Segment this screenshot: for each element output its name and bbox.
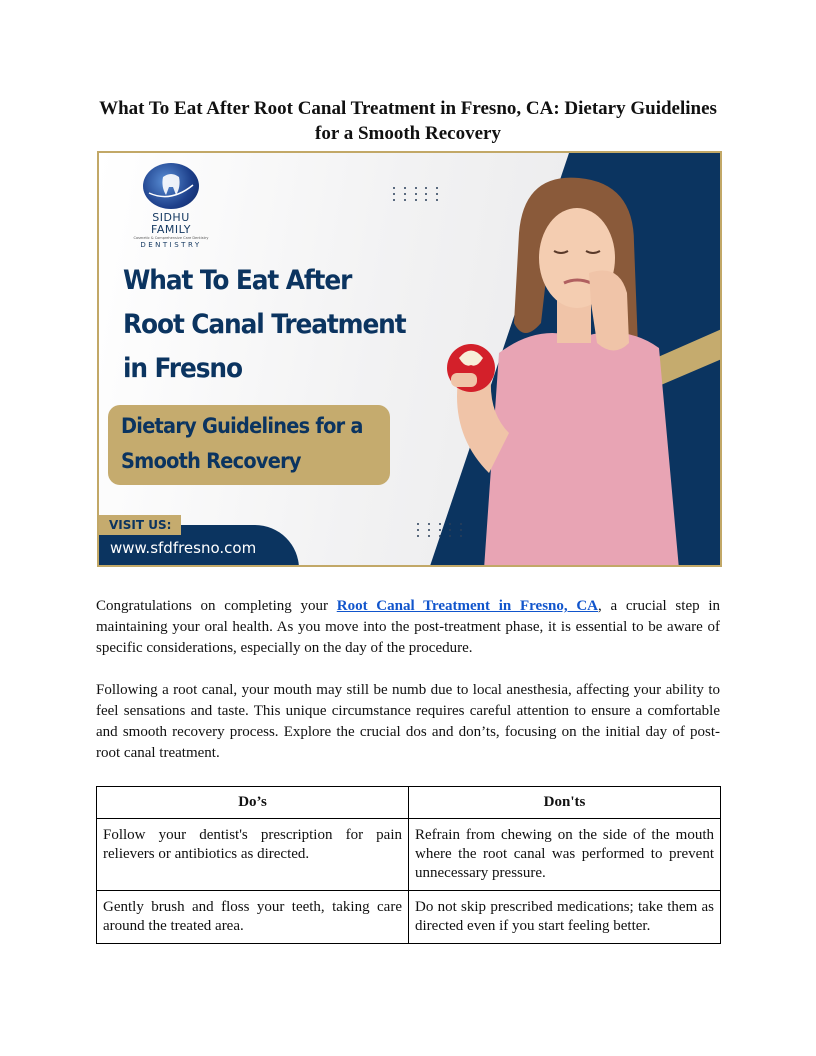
- table-header-row: [97, 787, 721, 819]
- dos-header: Do’s: [97, 787, 409, 819]
- website-url: www.sfdfresno.com: [110, 539, 257, 557]
- table-cell-dont: Refrain from chewing on the side of the mouth where the root canal was performed to prevent unnecessary pressure.: [409, 819, 721, 891]
- banner-headline: [123, 259, 417, 391]
- logo-subtitle: DENTISTRY: [140, 241, 202, 249]
- tooth-logo-icon: [143, 163, 199, 209]
- table-cell-do: Follow your dentist's prescription for pain relievers or antibiotics as directed.: [97, 819, 409, 891]
- table-cell-do: Gently brush and floss your teeth, taking care around the treated area.: [97, 891, 409, 944]
- intro-text-before-link: Congratulations on completing your: [96, 598, 337, 614]
- featured-banner-image: [97, 151, 722, 567]
- table-row: [97, 891, 721, 944]
- donts-header: Don'ts: [409, 787, 721, 819]
- headline-line: What To Eat After: [123, 265, 352, 296]
- intro-text-after-link: , a crucial step in maintaining your oral health. As you move into the post-treatment phase, it is essential to be aware of specific considerations, especially on the day of the procedure.: [96, 598, 720, 656]
- logo-tagline: Cosmetic & Comprehensive Care Dentistry: [133, 236, 209, 240]
- table-row: [97, 819, 721, 891]
- woman-with-apple-illustration: [429, 173, 689, 567]
- visit-label: VISIT US:: [99, 515, 181, 535]
- subheadline-line: Dietary Guidelines for a: [121, 414, 363, 438]
- table-cell-dont: Do not skip prescribed medications; take them as directed even if you start feeling better.: [409, 891, 721, 944]
- subheadline-line: Smooth Recovery: [121, 449, 301, 473]
- headline-line: Root Canal Treatment: [123, 309, 406, 340]
- banner-subheadline: [121, 409, 397, 479]
- root-canal-fresno-link[interactable]: Root Canal Treatment in Fresno, CA: [336, 598, 599, 614]
- logo-name: SIDHU FAMILY: [151, 211, 191, 236]
- document-title: What To Eat After Root Canal Treatment in Fresno, CA: Dietary Guidelines for a Smooth Recovery: [99, 98, 717, 144]
- sidhu-family-logo: [131, 163, 211, 250]
- intro-paragraph: [96, 596, 720, 659]
- numbness-paragraph: Following a root canal, your mouth may still be numb due to local anesthesia, affecting your ability to feel sensations and taste. This unique circumstance requires careful attention to ensure a comfortable and smooth recovery process. Explore the crucial dos and don’ts, focusing on the initial day of post-root canal treatment.: [96, 682, 720, 761]
- headline-line: in Fresno: [123, 353, 242, 384]
- dos-donts-table: [96, 786, 721, 944]
